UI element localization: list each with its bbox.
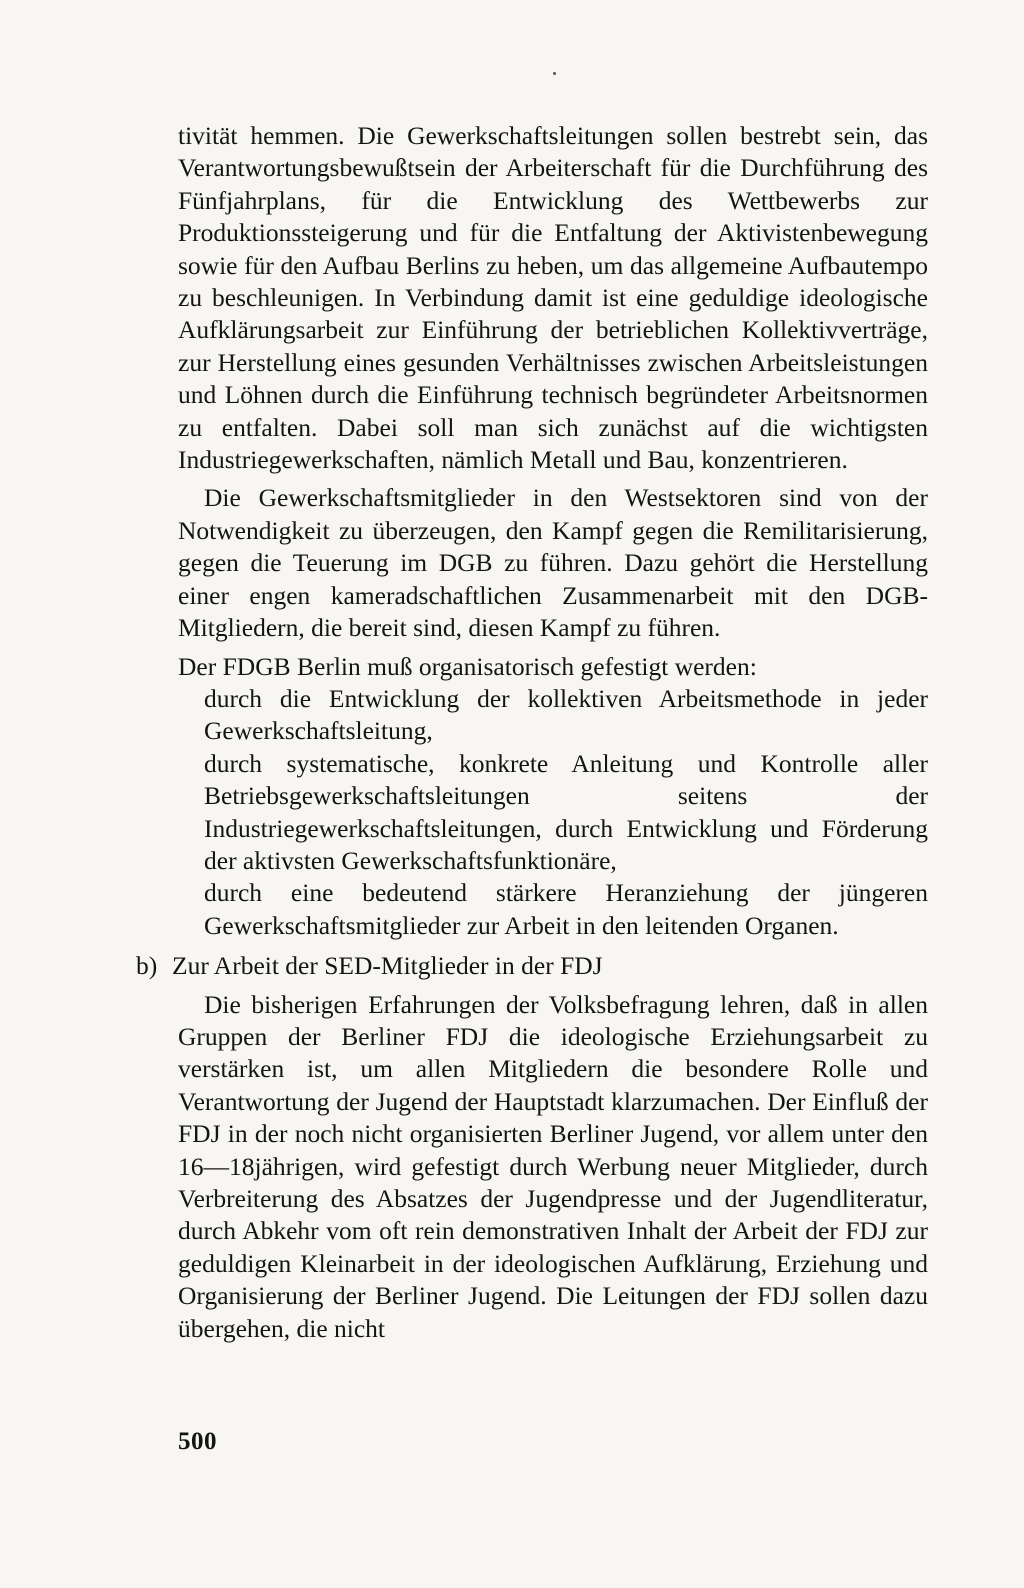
section-marker: b) [136, 951, 158, 981]
list-item: durch die Entwicklung der kollektiven Arbeitsmethode in jeder Gewerkschaftsleitung, [204, 683, 928, 746]
page-number: 500 [178, 1428, 217, 1455]
list-item: durch systematische, konkrete Anleitung und Kontrolle aller Betriebsgewerkschaftsleitungen seitens der Industriegewerkschaftsleitungen, durch Entwicklung und Förderung der aktivsten Gewerkschaftsfunktionäre, [204, 748, 928, 875]
scan-speck [553, 72, 556, 75]
body-text [136, 120, 928, 1345]
list-item: durch eine bedeutend stärkere Heranziehung der jüngeren Gewerkschaftsmitglieder zur Arbeit in den leitenden Organen. [204, 878, 928, 940]
paragraph-4: Die bisherigen Erfahrungen der Volksbefragung lehren, daß in allen Gruppen der Berliner FDJ die ideologische Erziehungsarbeit zu verstärken ist, um allen Mitgliedern die besondere Rolle und Verantwortung der Jugend der Hauptstadt klarzumachen. Der Einfluß der FDJ in der noch nicht organisierten Berliner Jugend, vor allem unter den 16—18jährigen, wird gefestigt durch Werbung neuer Mitglieder, durch Verbreiterung des Absatzes der Jugendpresse und der Jugendliteratur, durch Abkehr vom oft rein demonstrativen Inhalt der Arbeit der FDJ zur geduldigen Kleinarbeit in der ideologischen Aufklärung, Erziehung und Organisierung der Berliner Jugend. Die Leitungen der FDJ sollen dazu übergehen, die nicht [178, 989, 928, 1343]
paragraph-2: Die Gewerkschaftsmitglieder in den Westsektoren sind von der Notwendigkeit zu überzeugen, den Kampf gegen die Remilitarisierung, gegen die Teuerung im DGB zu führen. Dazu gehört die Herstellung einer engen kameradschaftlichen Zusammenarbeit mit den DGB-Mitgliedern, die bereit sind, diesen Kampf zu führen. [178, 483, 928, 643]
paragraph-3: Der FDGB Berlin muß organisatorisch gefestigt werden: [178, 651, 757, 681]
section-title: Zur Arbeit der SED-Mitglieder in der FDJ [172, 951, 603, 981]
section-heading [136, 950, 928, 982]
paragraph-1: tivität hemmen. Die Gewerkschaftsleitungen sollen bestrebt sein, das Verantwortungsbewußtsein der Arbeiterschaft für die Durchführung des Fünfjahrplans, für die Entwicklung des Wettbewerbs zur Produktionssteigerung und für die Entfaltung der Aktivistenbewegung sowie für den Aufbau Berlins zu heben, um das allgemeine Aufbautempo zu beschleunigen. In Verbindung damit ist eine geduldige ideologische Aufklärungsarbeit zur Einführung der betrieblichen Kollektivverträge, zur Herstellung eines gesunden Verhältnisses zwischen Arbeitsleistungen und Löhnen durch die Einführung technisch begründeter Arbeitsnormen zu entfalten. Dabei soll man sich zunächst auf die wichtigsten Industriegewerkschaften, nämlich Metall und Bau, konzentrieren. [178, 121, 928, 475]
measures-list [204, 683, 928, 942]
